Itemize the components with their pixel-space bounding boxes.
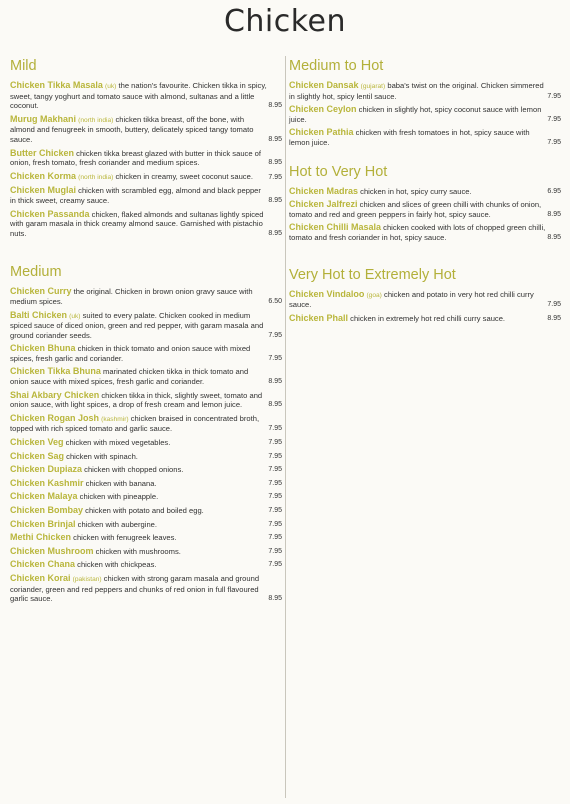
menu-item-price: 7.95 xyxy=(268,331,282,339)
menu-item-origin: (uk) xyxy=(69,312,81,320)
menu-item-description: chicken, flaked almonds and sultanas lightly spiced with garam masala in thick creamy almond sauce. Garnished with pistachio nuts. xyxy=(10,209,264,238)
menu-item-origin: (pakistan) xyxy=(72,575,102,583)
menu-item-description: chicken with pineapple. xyxy=(79,492,159,502)
menu-item-origin: (north india) xyxy=(78,116,114,124)
menu-item-description: chicken with fresh tomatoes in hot, spicy sauce with lemon juice. xyxy=(289,128,530,147)
menu-item-description: marinated chicken tikka in thick tomato and onion sauce with mixed spices, fresh garlic and coriander. xyxy=(10,367,249,387)
menu-item xyxy=(10,492,282,502)
page-title: Chicken xyxy=(223,4,347,39)
menu-item xyxy=(10,438,282,448)
menu-item xyxy=(10,210,282,239)
menu-item-price: 7.95 xyxy=(268,561,282,569)
menu-item-description: chicken braised in concentrated broth, topped with rich spiced tomato and garlic sauce. xyxy=(10,413,260,434)
menu-item-name: Chicken Chilli Masala xyxy=(289,222,382,233)
section-heading: Very Hot to Extremely Hot xyxy=(289,266,456,283)
menu-item-description: chicken cooked with lots of chopped green chilli, tomato and fresh coriander in hot, spicy sauce. xyxy=(289,223,546,242)
menu-item-price: 7.95 xyxy=(268,534,282,542)
menu-item xyxy=(10,391,282,410)
menu-item-name: Methi Chicken xyxy=(10,532,72,543)
menu-item xyxy=(10,81,282,111)
menu-item-price: 8.95 xyxy=(547,233,561,241)
menu-item xyxy=(10,186,282,205)
menu-item-name: Chicken Passanda xyxy=(10,208,90,219)
menu-item-price: 7.95 xyxy=(268,439,282,447)
menu-item-price: 7.95 xyxy=(268,466,282,474)
menu-item-price: 7.95 xyxy=(268,479,282,487)
menu-item-price: 6.95 xyxy=(547,187,561,195)
menu-item xyxy=(289,290,561,310)
menu-item xyxy=(10,520,282,530)
menu-item-description: chicken with fenugreek leaves. xyxy=(73,533,177,543)
menu-item-name: Chicken Curry xyxy=(10,286,72,297)
section-heading: Mild xyxy=(10,58,37,74)
menu-item-origin: (north india) xyxy=(78,173,114,181)
menu-item-name: Chicken Tikka Bhuna xyxy=(10,366,101,377)
menu-item-name: Chicken Rogan Josh xyxy=(10,412,100,423)
menu-item xyxy=(10,560,282,570)
menu-item xyxy=(10,452,282,462)
section-spacer xyxy=(289,247,561,267)
menu-item-name: Chicken Brinjal xyxy=(10,518,76,529)
menu-item-price: 7.95 xyxy=(268,507,282,514)
menu-item-name: Chicken Tikka Masala xyxy=(10,80,103,90)
menu-item xyxy=(10,547,282,557)
section-heading: Hot to Very Hot xyxy=(289,163,388,180)
menu-item-name: Chicken Korma xyxy=(10,170,77,181)
menu-item-name: Chicken Madras xyxy=(289,185,359,196)
menu-item-price: 7.95 xyxy=(268,520,282,528)
menu-item-price: 8.95 xyxy=(268,102,282,110)
menu-item-price: 7.95 xyxy=(547,92,561,100)
menu-item-price: 7.95 xyxy=(547,301,561,309)
menu-item-price: 7.95 xyxy=(268,452,282,460)
menu-item-description: chicken in thick tomato and onion sauce with mixed spices, fresh garlic and coriander. xyxy=(10,344,251,363)
menu-item-name: Chicken Dupiaza xyxy=(10,464,83,475)
menu-item-price: 7.95 xyxy=(268,493,282,501)
menu-item-price: 7.95 xyxy=(547,138,561,146)
menu-item-description: chicken and potato in very hot red chilli curry sauce. xyxy=(289,289,534,310)
section-heading: Medium xyxy=(10,264,62,281)
section-mild xyxy=(10,58,282,238)
menu-item xyxy=(289,187,561,197)
menu-item xyxy=(289,105,561,124)
right-column xyxy=(289,58,561,327)
menu-item-origin: (gujarat) xyxy=(360,83,386,90)
menu-item-origin: (goa) xyxy=(366,291,382,299)
menu-item-name: Chicken Malaya xyxy=(10,491,78,502)
menu-item-price: 8.95 xyxy=(268,595,282,603)
menu-item-price: 8.95 xyxy=(547,314,561,322)
menu-item-description: chicken in hot, spicy curry sauce. xyxy=(360,186,472,196)
menu-item-name: Chicken Muglai xyxy=(10,185,77,196)
menu-item xyxy=(10,465,282,475)
menu-item-description: chicken with aubergine. xyxy=(77,519,158,529)
menu-item-description: chicken tikka breast, off the bone, with almond and fenugreek in smooth, buttery, delicately spiced tangy tomato sauce. xyxy=(10,114,254,144)
section-spacer xyxy=(289,152,561,164)
menu-item xyxy=(10,479,282,489)
menu-item xyxy=(10,367,282,386)
menu-item-name: Butter Chicken xyxy=(10,147,75,158)
column-divider xyxy=(285,56,286,798)
menu-item-price: 8.95 xyxy=(268,401,282,409)
menu-item-price: 8.95 xyxy=(268,135,282,143)
menu-item xyxy=(10,344,282,363)
menu-item-description: baba's twist on the original. Chicken simmered in slightly hot, spicy lentil sauce. xyxy=(289,81,544,101)
menu-item xyxy=(10,414,282,434)
menu-item xyxy=(10,533,282,543)
section-very-hot-to-extremely-hot xyxy=(289,267,561,324)
menu-item-description: the nation's favourite. Chicken tikka in spicy, sweet, tangy yoghurt and tomato sauce with almond, sultanas and a little coconut. xyxy=(10,81,267,111)
menu-item xyxy=(10,115,282,145)
menu-item-name: Chicken Bombay xyxy=(10,505,84,515)
menu-item-description: chicken with banana. xyxy=(85,478,157,488)
menu-item-description: chicken with chopped onions. xyxy=(84,465,184,475)
section-hot-to-very-hot xyxy=(289,164,561,243)
menu-item-origin: (uk) xyxy=(105,83,117,90)
menu-item-name: Chicken Phall xyxy=(289,312,349,323)
menu-item xyxy=(289,128,561,147)
menu-item-description: chicken tikka in thick, slightly sweet, tomato and onion sauce, with light spices, a drop of fresh cream and lemon juice. xyxy=(10,390,263,410)
section-medium xyxy=(10,264,282,603)
menu-item-price: 8.95 xyxy=(268,196,282,204)
menu-item-name: Chicken Pathia xyxy=(289,127,354,138)
menu-item-description: chicken with mushrooms. xyxy=(95,546,181,556)
menu-item-origin: (kashmir) xyxy=(101,415,129,423)
menu-item-price: 8.95 xyxy=(268,229,282,237)
menu-item-price: 7.95 xyxy=(268,354,282,362)
menu-item-name: Chicken Korai xyxy=(10,572,71,583)
menu-item xyxy=(10,506,282,516)
menu-item-description: chicken with strong garam masala and ground coriander, green and red peppers and chunks of red onion in full flavoured garlic sauce. xyxy=(10,573,260,604)
menu-item-price: 8.95 xyxy=(547,210,561,218)
menu-item-description: the original. Chicken in brown onion gravy sauce with medium spices. xyxy=(10,287,253,306)
menu-item-name: Balti Chicken xyxy=(10,309,68,320)
menu-item-price: 7.95 xyxy=(268,547,282,555)
menu-item-description: chicken with mixed vegetables. xyxy=(65,438,171,448)
menu-item xyxy=(289,200,561,219)
menu-item-description: chicken in slightly hot, spicy coconut sauce with lemon juice. xyxy=(289,105,542,124)
menu-item-name: Shai Akbary Chicken xyxy=(10,389,100,400)
menu-item-description: chicken in extremely hot red chilli curry sauce. xyxy=(350,313,506,323)
menu-item-name: Murug Makhani xyxy=(10,113,77,124)
menu-item-name: Chicken Veg xyxy=(10,437,64,448)
menu-item-price: 7.95 xyxy=(268,173,282,181)
menu-item-name: Chicken Jalfrezi xyxy=(289,199,358,210)
menu-item-name: Chicken Vindaloo xyxy=(289,288,365,299)
left-column xyxy=(10,58,282,608)
menu-item xyxy=(10,287,282,306)
section-medium-to-hot xyxy=(289,58,561,148)
menu-item-description: suited to every palate. Chicken cooked in medium spiced sauce of diced onion, green and red pepper, with garam masala and ground coriander seeds. xyxy=(10,310,264,340)
menu-item-description: chicken with potato and boiled egg. xyxy=(85,506,204,515)
menu-item-name: Chicken Chana xyxy=(10,559,76,570)
menu-item xyxy=(289,314,561,324)
menu-item-price: 8.95 xyxy=(268,159,282,167)
menu-item-name: Chicken Ceylon xyxy=(289,104,357,115)
menu-item-description: chicken with spinach. xyxy=(66,451,138,461)
menu-item-name: Chicken Dansak xyxy=(289,80,359,90)
menu-item-name: Chicken Kashmir xyxy=(10,477,84,488)
menu-item-name: Chicken Sag xyxy=(10,450,65,461)
menu-item-price: 8.95 xyxy=(268,378,282,386)
menu-item xyxy=(10,149,282,168)
section-spacer xyxy=(10,242,282,264)
menu-item-description: chicken in creamy, sweet coconut sauce. xyxy=(115,171,253,181)
menu-item-name: Chicken Mushroom xyxy=(10,545,94,556)
menu-item xyxy=(10,574,282,604)
menu-item-description: chicken and slices of green chilli with chunks of onion, tomato and red and green peppers in fairly hot, spicy sauce. xyxy=(289,200,542,219)
menu-item-price: 6.50 xyxy=(268,297,282,305)
menu-item xyxy=(289,81,561,101)
menu-item xyxy=(10,172,282,183)
menu-item-description: chicken tikka breast glazed with butter in thick sauce of onion, fresh tomato, fresh coriander and medium spices. xyxy=(10,148,262,168)
section-heading: Medium to Hot xyxy=(289,58,384,74)
menu-item xyxy=(289,223,561,242)
menu-item-name: Chicken Bhuna xyxy=(10,343,76,354)
menu-item xyxy=(10,311,282,341)
menu-item-description: chicken with chickpeas. xyxy=(77,560,157,570)
menu-item-price: 7.95 xyxy=(547,115,561,123)
menu-item-description: chicken with scrambled egg, almond and black pepper in thick sweet, creamy sauce. xyxy=(10,186,261,205)
menu-item-price: 7.95 xyxy=(268,425,282,433)
